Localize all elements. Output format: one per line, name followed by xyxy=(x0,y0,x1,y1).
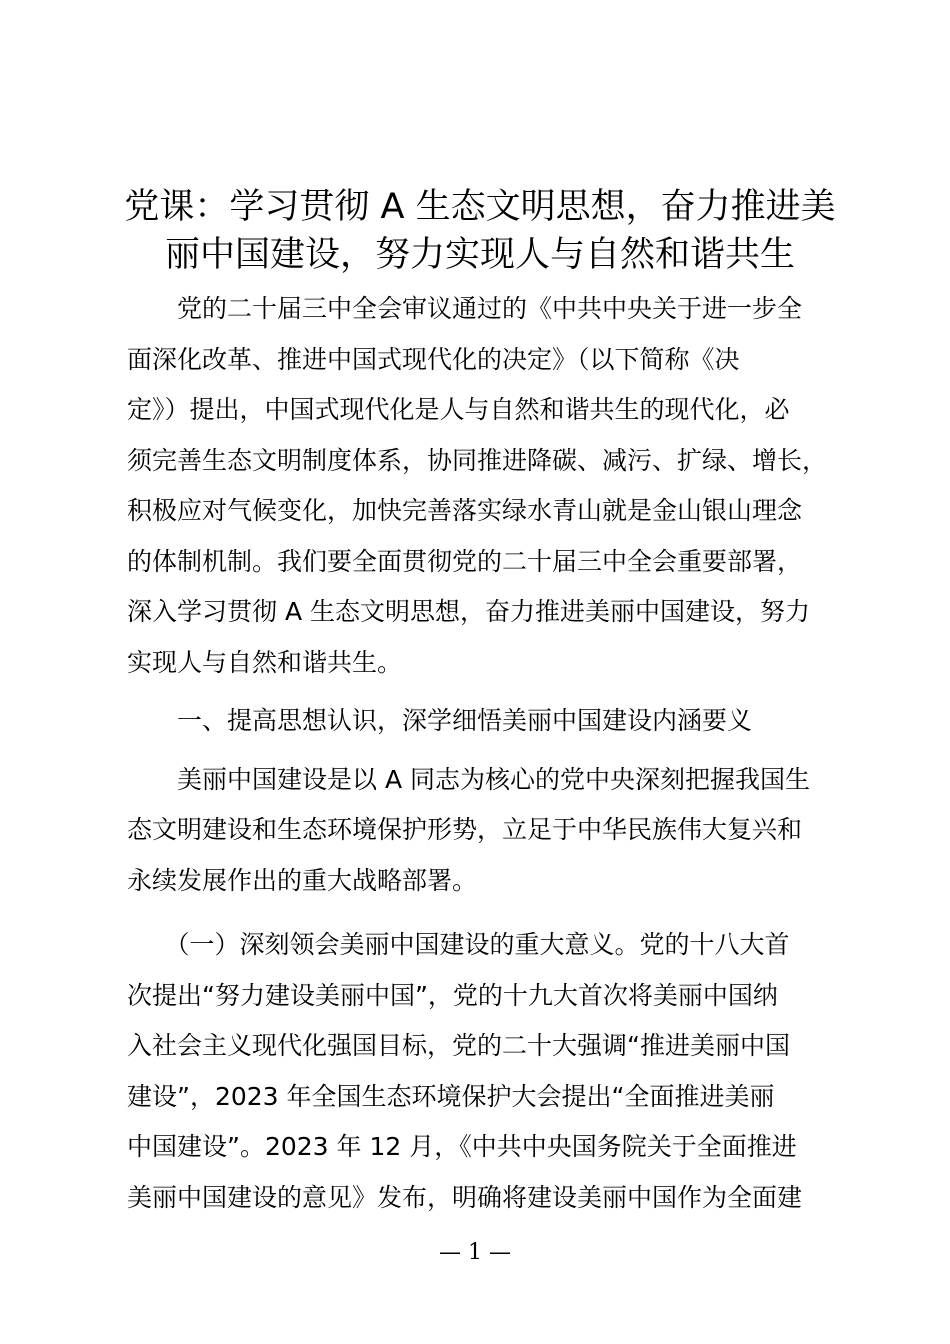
text-line: 面深化改革、推进中国式现代化的决定》（以下简称《决 xyxy=(127,344,740,374)
paragraph-significance xyxy=(127,920,867,1223)
title-line-2: 丽中国建设，努力实现人与自然和谐共生 xyxy=(164,235,795,275)
paragraph-section-intro xyxy=(127,755,867,907)
text-line: 深入学习贯彻 A 生态文明思想，奋力推进美丽中国建设，努力 xyxy=(127,597,810,626)
text-line: 入社会主义现代化强国目标，党的二十大强调“推进美丽中国 xyxy=(127,1031,790,1060)
page-number: — 1 — xyxy=(439,1240,511,1265)
text-line: 永续发展作出的重大战略部署。 xyxy=(127,865,478,895)
text-line: 定》）提出，中国式现代化是人与自然和谐共生的现代化，必 xyxy=(127,395,790,424)
text-line: 积极应对气候变化，加快完善落实绿水青山就是金山银山理念 xyxy=(127,496,803,525)
title-line-1: 党课：学习贯彻 A 生态文明思想，奋力推进美 xyxy=(124,187,836,227)
text-line: 建设”，2023 年全国生态环境保护大会提出“全面推进美丽 xyxy=(127,1081,775,1111)
text-line: 党的二十届三中全会审议通过的《中共中央关于进一步全 xyxy=(127,294,803,323)
section-heading xyxy=(127,696,867,747)
document-body xyxy=(127,284,867,1223)
text-line: 实现人与自然和谐共生。 xyxy=(127,647,403,677)
text-line: 美丽中国建设是以 A 同志为核心的党中央深刻把握我国生 xyxy=(127,764,810,794)
text-line: 态文明建设和生态环境保护形势，立足于中华民族伟大复兴和 xyxy=(127,815,803,844)
section-heading-text: 一、提高思想认识，深学细悟美丽中国建设内涵要义 xyxy=(127,706,753,735)
text-line: 须完善生态文明制度体系，协同推进降碳、减污、扩绿、增长， xyxy=(127,445,828,475)
text-line: 中国建设”。2023 年 12 月，《中共中央国务院关于全面推进 xyxy=(127,1132,797,1161)
text-line: （一）深刻领会美丽中国建设的重大意义。党的十八大首 xyxy=(127,930,790,959)
text-line: 次提出“努力建设美丽中国”，党的十九大首次将美丽中国纳 xyxy=(127,980,778,1010)
text-line: 美丽中国建设的意见》发布，明确将建设美丽中国作为全面建 xyxy=(127,1182,803,1212)
text-line: 的体制机制。我们要全面贯彻党的二十届三中全会重要部署， xyxy=(127,546,803,576)
paragraph-intro xyxy=(127,284,867,688)
document-title xyxy=(110,183,850,279)
